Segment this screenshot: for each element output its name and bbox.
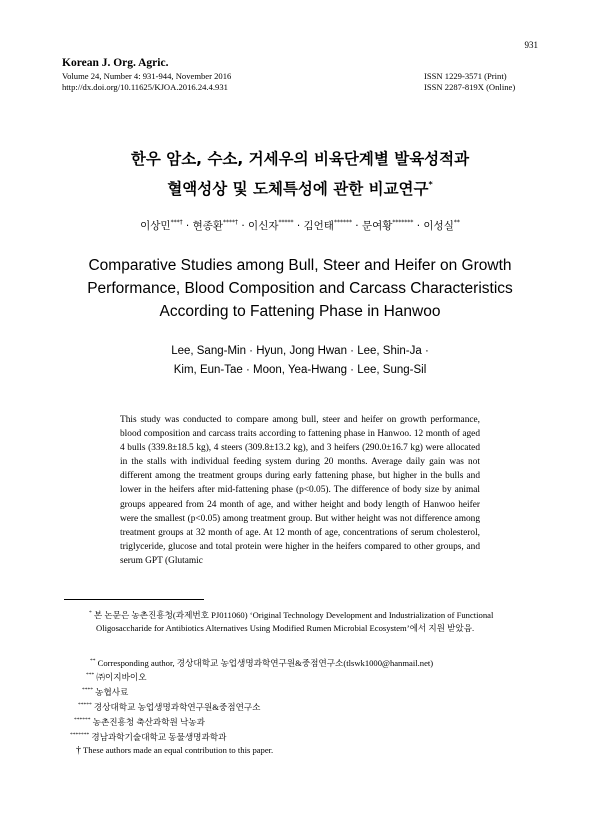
- footnote-divider: [64, 599, 204, 600]
- footnote-mark: *******: [70, 732, 90, 738]
- english-authors-line2: Kim, Eun-Tae · Moon, Yea-Hwang · Lee, Sung-Sil: [173, 364, 427, 376]
- english-authors-line1: Lee, Sang-Min · Hyun, Jong Hwan · Lee, Shin-Ja ·: [171, 345, 429, 357]
- footnote-equal-contribution: † These authors made an equal contribution to this paper.: [76, 745, 274, 756]
- english-title: [0, 254, 600, 323]
- english-authors: [0, 342, 600, 380]
- footnote-corresponding: ** Corresponding author, 경상대학교 농업생명과학연구원&중점연구소(tlswk1000@hanmail.net): [90, 658, 434, 668]
- footnote-funding: * 본 논문은 농촌진흥청(과제번호 PJ011060) ‘Original Technology Development and Industrialization of Functional Oligosaccharide for Antibiotics Alternatives Using Modified Rumen Microbial Ecosystem’에서 지원 받았음.: [89, 610, 494, 633]
- english-title-line2: Performance, Blood Composition and Carcass Characteristics: [87, 280, 513, 297]
- issn-print: ISSN 1229-3571 (Print): [424, 71, 507, 81]
- title-footnote-mark: *: [428, 180, 433, 189]
- footnote-affiliation: ***** 경상대학교 농업생명과학연구원&중점연구소: [78, 702, 261, 712]
- footnote-affiliation: **** 농협사료: [82, 687, 129, 697]
- footnote-mark: ***: [86, 672, 95, 678]
- author-mark: ****†: [223, 219, 239, 226]
- footnote-mark: *****: [78, 702, 92, 708]
- doi-link[interactable]: http://dx.doi.org/10.11625/KJOA.2016.24.4.931: [62, 82, 228, 92]
- korean-title-line2: 혈액성상 및 도체특성에 관한 비교연구*: [167, 180, 433, 198]
- dagger-mark: †: [76, 745, 81, 756]
- footnote-mark: *: [89, 610, 92, 616]
- author-name: 이신자: [248, 220, 279, 232]
- korean-authors: 이상민***† · 현종환****† · 이신자***** · 김언태****** · 문여황******* · 이성실**: [140, 219, 460, 232]
- english-title-line1: Comparative Studies among Bull, Steer and Heifer on Growth: [88, 257, 512, 274]
- footnote-mark: **: [90, 658, 96, 664]
- author-name: 이상민: [140, 220, 171, 232]
- issn-online: ISSN 2287-819X (Online): [424, 82, 516, 92]
- author-mark: ******: [333, 219, 352, 226]
- author-mark: **: [453, 219, 460, 226]
- author-name: 문여황: [361, 220, 393, 232]
- author-name: 김언태: [303, 220, 334, 232]
- page-number: 931: [524, 40, 538, 50]
- author-name: 현종환: [192, 220, 224, 232]
- abstract-text: This study was conducted to compare among bull, steer and heifer on growth performance, blood composition and carcass traits according to fattening phase in Hanwoo. 12 month of aged 4 bulls (339.8±18.5 kg), 4 steers (309.8±13.2 kg), and 3 heifers (290.0±16.7 kg) were allocated in the stalls with individual feeding system during 20 months. Average daily gain was not different among the treatment groups during early fattening phase, but higher in the bulls and lower in the heifers after mid-fattening phase (p<0.05). The difference of body size by animal groups appeared from 24 month of age, and wither height and body length of Hanwoo heifer were the smallest (p<0.05) among treatment group. But wither height was not difference among treatment groups at 32 month of age. At 12 month of age, concentrations of serum cholesterol, triglyceride, glucose and total protein were higher in the heifers compared to other groups, and serum GPT (Glutamic: [120, 415, 480, 566]
- english-title-line3: According to Fattening Phase in Hanwoo: [159, 303, 441, 320]
- author-mark: ***†: [170, 219, 183, 226]
- korean-title: [0, 147, 600, 202]
- footnote-affiliation: *** ㈜이지바이오: [86, 672, 147, 682]
- footnote-affiliation: ******* 경남과학기술대학교 동물생명과학과: [70, 732, 227, 742]
- author-mark: *****: [278, 219, 294, 226]
- volume-line: Volume 24, Number 4: 931-944, November 2016: [62, 71, 232, 81]
- footnote-mark: ******: [74, 717, 91, 723]
- footnote-affiliation: ****** 농촌진흥청 축산과학원 낙농과: [74, 717, 205, 727]
- author-name: 이성실: [423, 220, 454, 232]
- footnote-mark: ****: [82, 687, 93, 693]
- author-mark: *******: [392, 219, 414, 226]
- journal-name: Korean J. Org. Agric.: [62, 57, 169, 69]
- korean-title-line1: 한우 암소, 수소, 거세우의 비육단계별 발육성적과: [130, 150, 470, 168]
